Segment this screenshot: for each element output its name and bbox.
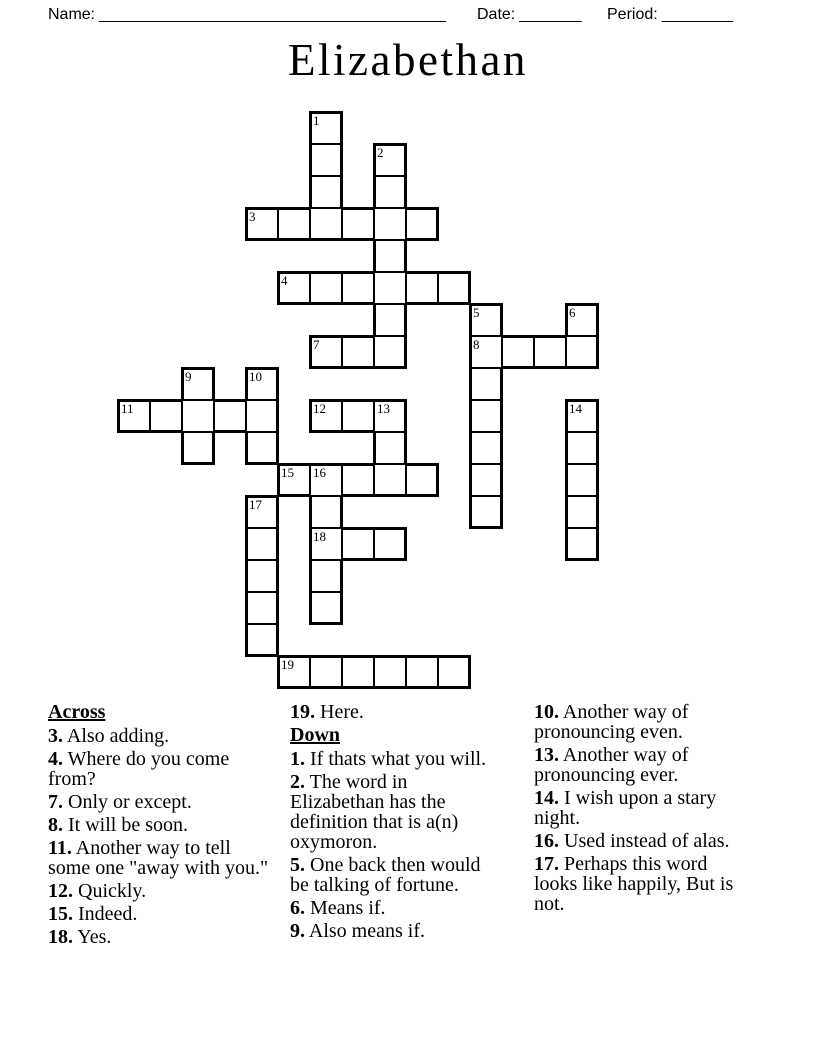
grid-cell[interactable] [341, 271, 375, 305]
grid-cell[interactable] [565, 495, 599, 529]
clue-col-1 [48, 702, 273, 950]
name-blank-line[interactable]: _______________________________________ [99, 6, 447, 23]
grid-cell[interactable] [245, 591, 279, 625]
grid-cell[interactable] [373, 527, 407, 561]
grid-cell[interactable] [373, 239, 407, 273]
clue: 10. Another way of pronouncing even. [534, 701, 689, 743]
grid-cell[interactable] [501, 335, 535, 369]
date-label: Date: [477, 6, 516, 23]
grid-cell[interactable] [245, 399, 279, 433]
grid-cell-number: 19 [281, 657, 294, 672]
grid-cell[interactable] [405, 463, 439, 497]
clue: 2. The word in Elizabethan has the definition that is a(n) oxymoron. [290, 771, 459, 853]
grid-cell[interactable] [373, 175, 407, 209]
clue-number: 12. [48, 880, 73, 902]
clue: 11. Another way to tell some one "away with you." [48, 837, 269, 879]
grid-cell[interactable] [341, 527, 375, 561]
clue-number: 11. [48, 837, 72, 859]
clue-number: 19. [290, 701, 315, 723]
name-label: Name: [48, 6, 96, 23]
grid-cell[interactable] [565, 463, 599, 497]
clue: 8. It will be soon. [48, 814, 188, 836]
grid-cell[interactable] [469, 367, 503, 401]
clue-col-3 [534, 702, 741, 917]
period-blank-line[interactable]: ________ [661, 6, 733, 23]
grid-cell[interactable] [373, 655, 407, 689]
grid-cell-number: 5 [473, 305, 480, 320]
grid-cell[interactable] [149, 399, 183, 433]
period-label: Period: [607, 6, 658, 23]
clue: 16. Used instead of alas. [534, 830, 730, 852]
grid-cell[interactable] [309, 559, 343, 593]
grid-cell[interactable] [341, 207, 375, 241]
grid-cell-number: 14 [569, 401, 582, 416]
grid-cell-number: 17 [249, 497, 262, 512]
grid-cell-number: 1 [313, 113, 320, 128]
clue-number: 5. [290, 854, 305, 876]
clue: 1. If thats what you will. [290, 748, 487, 770]
grid-cell[interactable] [437, 655, 471, 689]
clue: 5. One back then would be talking of fortune. [290, 854, 481, 896]
grid-cell-number: 18 [313, 529, 326, 544]
grid-cell[interactable] [469, 399, 503, 433]
clue-number: 15. [48, 903, 73, 925]
grid-cell[interactable] [309, 271, 343, 305]
grid-cell[interactable] [373, 207, 407, 241]
grid-cell-number: 16 [313, 465, 326, 480]
clue-number: 1. [290, 748, 305, 770]
grid-cell[interactable] [469, 431, 503, 465]
grid-cell[interactable] [245, 623, 279, 657]
clue: 19. Here. [290, 701, 364, 723]
grid-cell-number: 10 [249, 369, 262, 384]
grid-cell-number: 7 [313, 337, 320, 352]
grid-cell[interactable] [181, 431, 215, 465]
grid-cell[interactable] [245, 431, 279, 465]
clue-number: 4. [48, 748, 63, 770]
grid-cell[interactable] [309, 591, 343, 625]
grid-cell-number: 4 [281, 273, 288, 288]
grid-cell[interactable] [469, 463, 503, 497]
grid-cell[interactable] [309, 655, 343, 689]
grid-cell[interactable] [245, 527, 279, 561]
clue-number: 3. [48, 725, 63, 747]
grid-cell-number: 15 [281, 465, 294, 480]
grid-cell[interactable] [309, 495, 343, 529]
grid-cell[interactable] [565, 527, 599, 561]
grid-cell-number: 6 [569, 305, 576, 320]
clue: 12. Quickly. [48, 880, 147, 902]
clue-number: 17. [534, 853, 559, 875]
clue-number: 10. [534, 701, 559, 723]
grid-cell[interactable] [373, 303, 407, 337]
clue-heading: Across [48, 701, 106, 723]
grid-cell[interactable] [181, 399, 215, 433]
grid-cell[interactable] [341, 335, 375, 369]
clue-number: 2. [290, 771, 305, 793]
page-title: Elizabethan [288, 35, 528, 85]
grid-cell[interactable] [213, 399, 247, 433]
grid-cell[interactable] [437, 271, 471, 305]
grid-cell[interactable] [341, 655, 375, 689]
clue-number: 18. [48, 926, 73, 948]
grid-cell[interactable] [565, 431, 599, 465]
clue-number: 9. [290, 920, 305, 942]
grid-cell[interactable] [309, 175, 343, 209]
grid-cell-number: 8 [473, 337, 480, 352]
clue: 3. Also adding. [48, 725, 170, 747]
grid-cell[interactable] [469, 495, 503, 529]
grid-cell-number: 2 [377, 145, 384, 160]
grid-cell[interactable] [341, 463, 375, 497]
clue-number: 8. [48, 814, 63, 836]
grid-cell[interactable] [309, 207, 343, 241]
clue: 13. Another way of pronouncing ever. [534, 744, 689, 786]
clue: 6. Means if. [290, 897, 386, 919]
clue: 9. Also means if. [290, 920, 425, 942]
clue: 18. Yes. [48, 926, 112, 948]
grid-cell[interactable] [373, 335, 407, 369]
grid-cell[interactable] [565, 335, 599, 369]
grid-cell-number: 11 [121, 401, 134, 416]
clue-number: 14. [534, 787, 559, 809]
date-blank-line[interactable]: _______ [519, 6, 582, 23]
clue-number: 13. [534, 744, 559, 766]
grid-cell[interactable] [245, 559, 279, 593]
grid-cell[interactable] [533, 335, 567, 369]
grid-cell[interactable] [405, 271, 439, 305]
grid-cell-number: 13 [377, 401, 390, 416]
grid-cell[interactable] [373, 463, 407, 497]
clue: 14. I wish upon a stary night. [534, 787, 717, 829]
grid-cell[interactable] [373, 271, 407, 305]
grid-cell[interactable] [341, 399, 375, 433]
clue-number: 6. [290, 897, 305, 919]
grid-cell[interactable] [309, 143, 343, 177]
clue-number: 16. [534, 830, 559, 852]
grid-cell[interactable] [277, 207, 311, 241]
clue: 4. Where do you come from? [48, 748, 230, 790]
grid-cell-number: 3 [249, 209, 256, 224]
clue: 15. Indeed. [48, 903, 138, 925]
clue: 17. Perhaps this word looks like happily, But is not. [534, 853, 734, 915]
clue-heading: Down [290, 724, 341, 746]
grid-cell[interactable] [373, 431, 407, 465]
grid-cell-number: 12 [313, 401, 326, 416]
grid-cell[interactable] [405, 655, 439, 689]
clue-number: 7. [48, 791, 63, 813]
clue: 7. Only or except. [48, 791, 192, 813]
clue-col-2 [290, 702, 495, 944]
grid-cell[interactable] [405, 207, 439, 241]
grid-cell-number: 9 [185, 369, 192, 384]
